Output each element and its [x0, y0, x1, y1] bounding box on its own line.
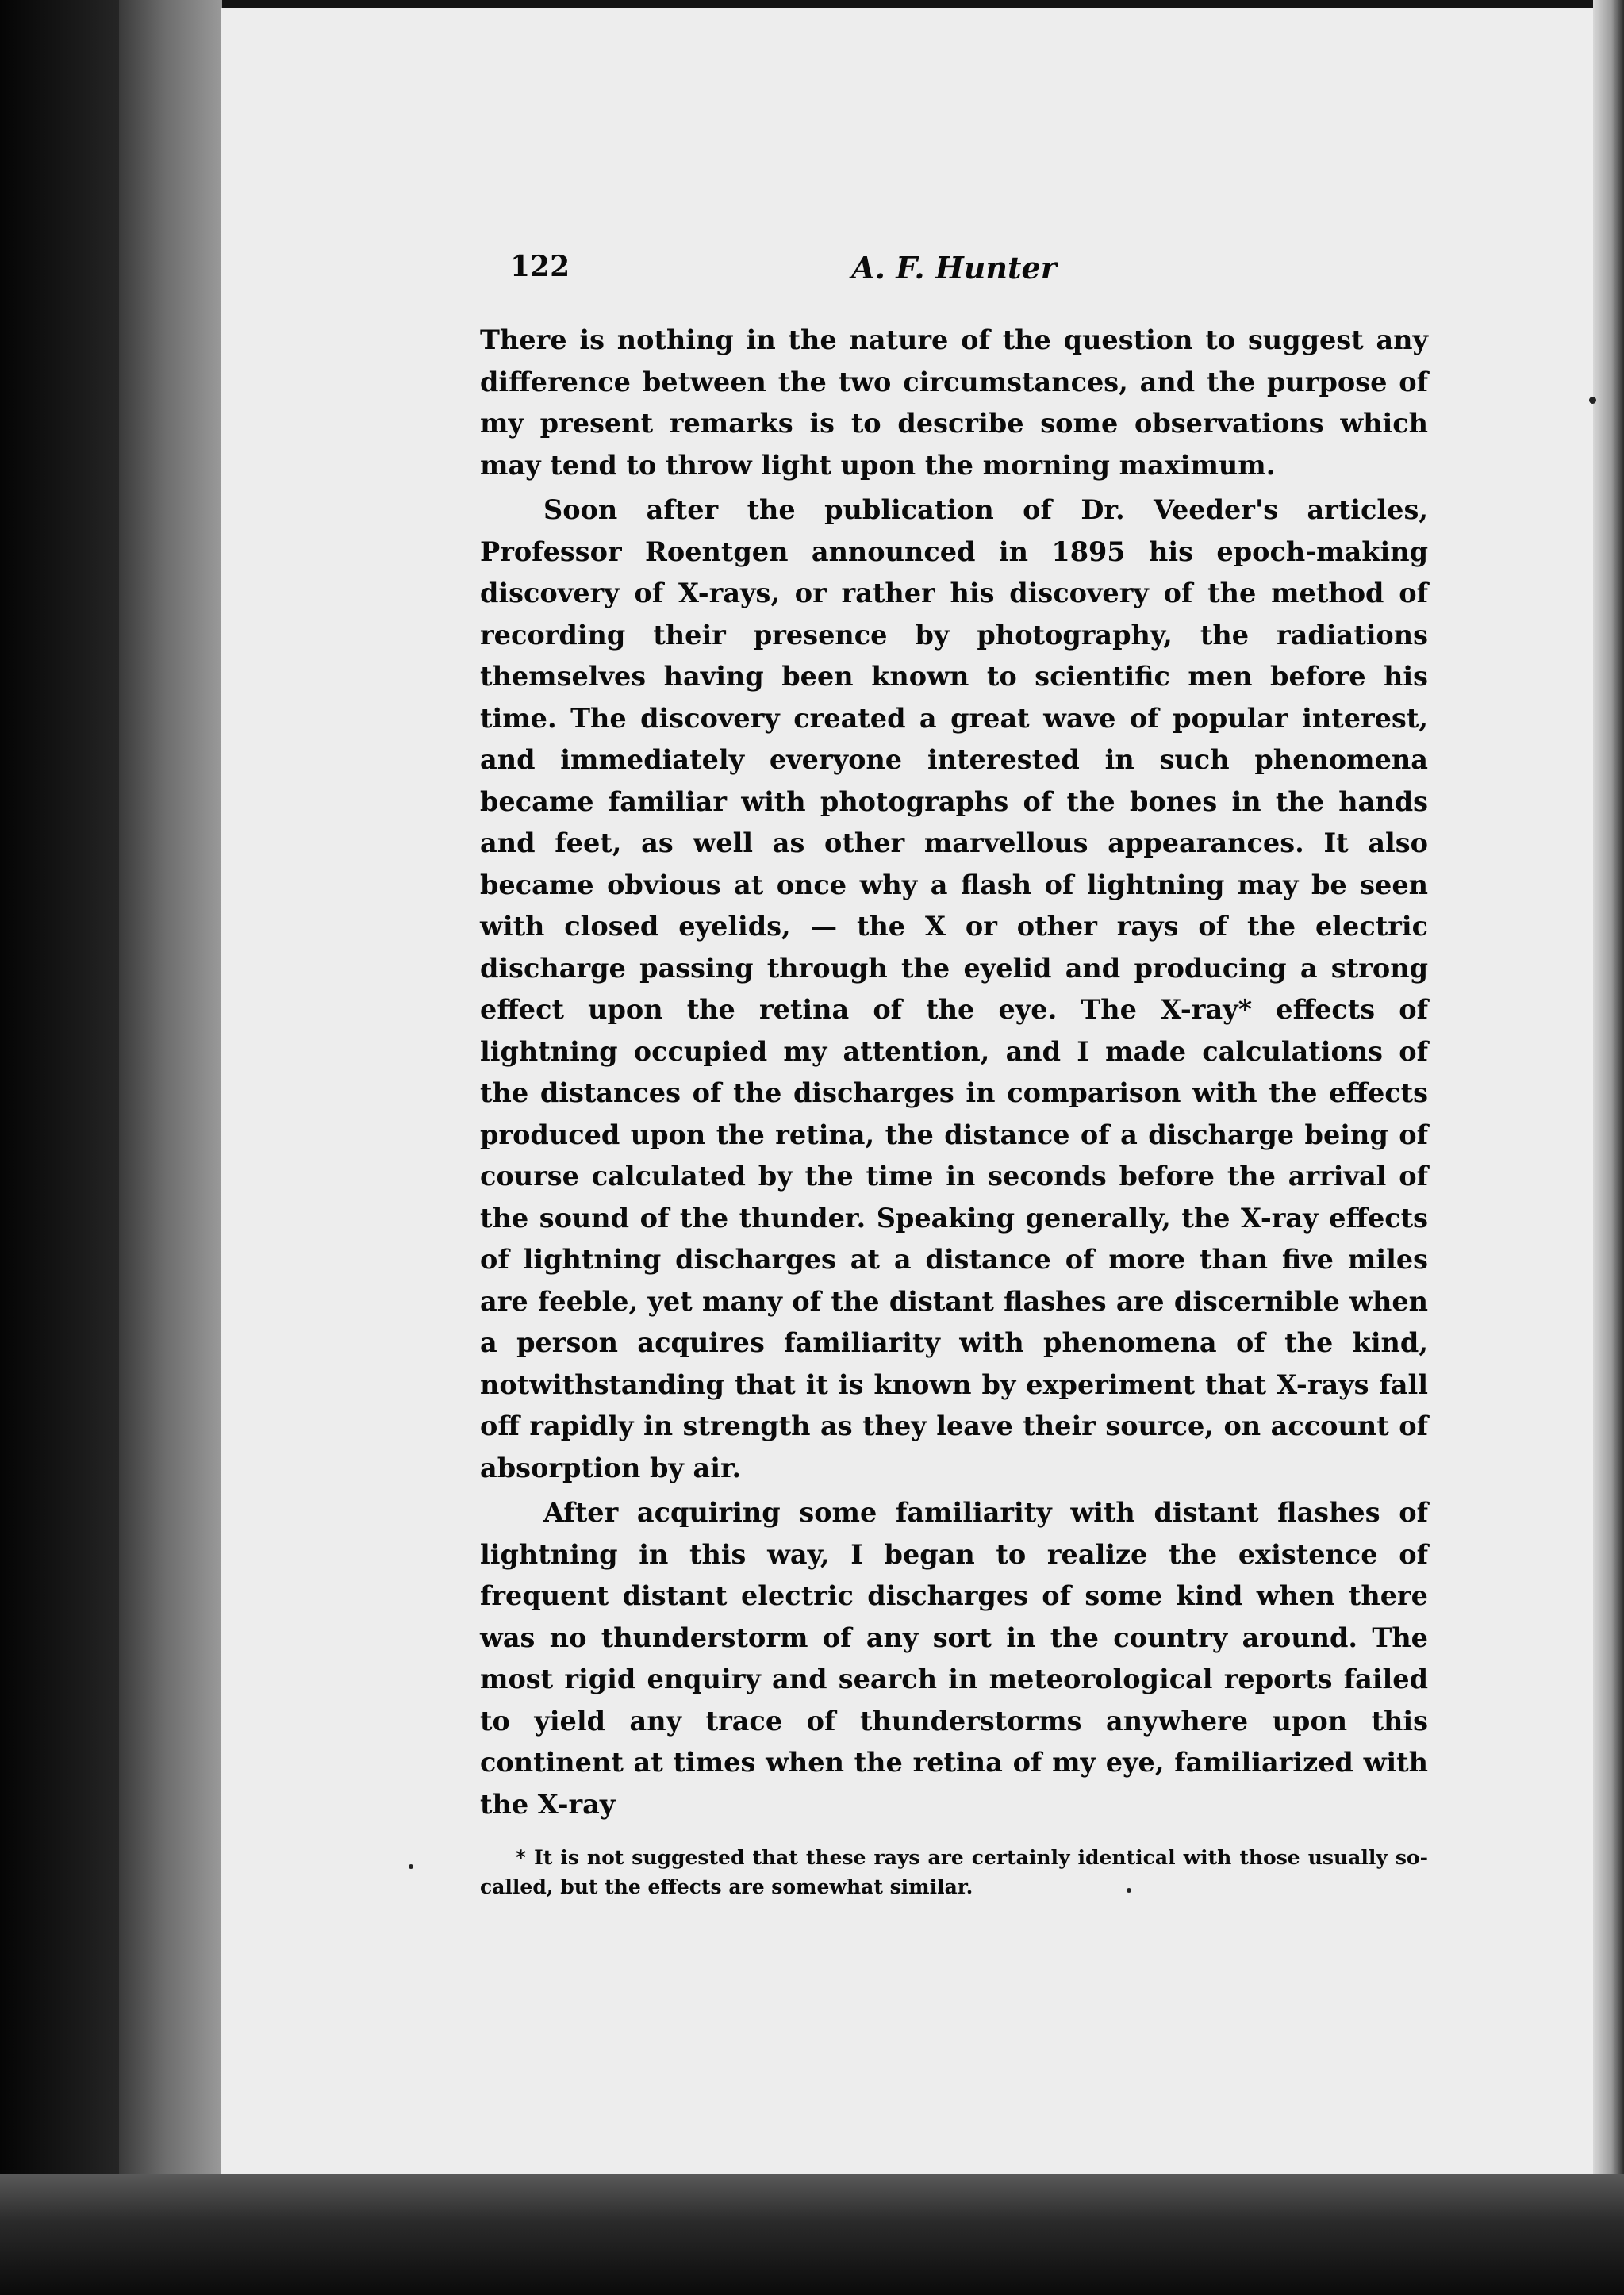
right-page-edge: [1593, 0, 1624, 2205]
page-edge-shadow: [119, 0, 222, 2205]
running-head: A. F. Hunter: [851, 250, 1057, 286]
left-binding-shadow: [0, 0, 135, 2295]
page-text-block: [480, 250, 1428, 1921]
page-number: 122: [510, 250, 570, 283]
paragraph-1: There is nothing in the nature of the question to suggest any difference between the two circumstances, and the purpose of my present remarks is to describe some observations which may tend to throw light upon the morning maximum.: [480, 324, 1428, 481]
page-header: [480, 250, 1428, 305]
scan-speck: [1589, 397, 1596, 404]
bottom-border: [0, 2174, 1624, 2295]
paragraph-2: Soon after the publication of Dr. Veeder's articles, Professor Roentgen announced in 1895 his epoch-making discovery of X-rays, or rather his discovery of the method of recording their presence by photography, the radiations themselves having been known to scientific men before his time. The discovery created a great wave of popular interest, and immediately everyone interested in such phenomena became familiar with photographs of the bones in the hands and feet, as well as other marvellous appearances. It also became obvious at once why a flash of lightning may be seen with closed eyelids, — the X or other rays of the electric discharge passing through the eyelid and producing a strong effect upon the retina of the eye. The X-ray* effects of lightning occupied my attention, and I made calculations of the distances of the discharges in comparison with the effects produced upon the retina, the distance of a discharge being of course calculated by the time in seconds before the arrival of the sound of the thunder. Speaking generally, the X-ray effects of lightning discharges at a distance of more than five miles are feeble, yet many of the distant flashes are discernible when a person acquires familiarity with phenomena of the kind, notwithstanding that it is known by experiment that X-rays fall off rapidly in strength as they leave their source, on account of absorption by air.: [480, 494, 1428, 1483]
paragraph-3: After acquiring some familiarity with distant flashes of lightning in this way, I began to realize the existence of frequent distant electric discharges of some kind when there was no thunderstorm of any sort in the country around. The most rigid enquiry and search in meteorological reports failed to yield any trace of thunderstorms anywhere upon this continent at times when the retina of my eye, familiarized with the X-ray: [480, 1497, 1428, 1820]
footnote: * It is not suggested that these rays are certainly identical with those usually so-called, but the effects are somewhat similar.: [480, 1846, 1428, 1898]
scan-speck: [409, 1864, 413, 1869]
